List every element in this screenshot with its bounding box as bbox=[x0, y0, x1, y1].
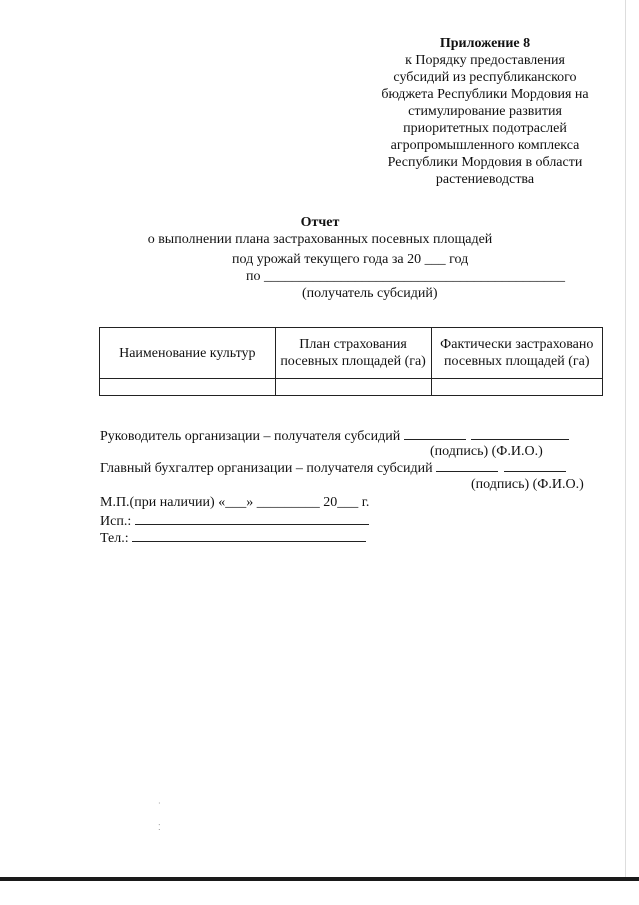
scan-specks: · ⁚ bbox=[158, 799, 161, 832]
table-cell[interactable] bbox=[275, 379, 431, 396]
appendix-line: к Порядку предоставления bbox=[405, 53, 565, 68]
head-name-blank[interactable] bbox=[471, 426, 569, 440]
table-cell[interactable] bbox=[431, 379, 602, 396]
report-recipient-caption: (получатель субсидий) bbox=[302, 286, 438, 301]
accountant-signature-line bbox=[100, 458, 566, 477]
table-cell[interactable] bbox=[100, 379, 276, 396]
accountant-signature-blank[interactable] bbox=[436, 458, 498, 472]
accountant-signature-label: Главный бухгалтер организации – получателя субсидий bbox=[100, 461, 433, 476]
appendix-line: Республики Мордовия в области bbox=[387, 155, 583, 170]
report-title: Отчет bbox=[300, 215, 340, 230]
appendix-line: стимулирование развития bbox=[408, 104, 562, 119]
phone-blank[interactable] bbox=[132, 528, 366, 542]
appendix-line: бюджета Республики Мордовия на bbox=[381, 87, 589, 102]
report-recipient-line: по ___________________________________________ bbox=[246, 269, 565, 284]
report-heading bbox=[110, 214, 530, 248]
scan-margin-bottom bbox=[0, 881, 639, 905]
report-period-line: под урожай текущего года за 20 ___ год bbox=[232, 252, 469, 267]
phone-line bbox=[100, 528, 366, 547]
scan-edge-right bbox=[625, 0, 639, 905]
accountant-name-blank[interactable] bbox=[504, 458, 566, 472]
table-header-row bbox=[100, 328, 603, 379]
report-table bbox=[99, 327, 603, 396]
executor-label: Исп.: bbox=[100, 514, 132, 529]
appendix-block bbox=[360, 35, 610, 188]
header-planned-area: План страхования посевных площадей (га) bbox=[275, 328, 431, 379]
appendix-line: субсидий из республиканского bbox=[393, 70, 577, 85]
accountant-signature-caption: (подпись) (Ф.И.О.) bbox=[471, 477, 584, 492]
head-signature-label: Руководитель организации – получателя субсидий bbox=[100, 429, 401, 444]
appendix-line: приоритетных подотраслей bbox=[403, 121, 567, 136]
header-crop-name: Наименование культур bbox=[100, 328, 276, 379]
head-signature-caption: (подпись) (Ф.И.О.) bbox=[430, 444, 543, 459]
header-actual-area: Фактически застраховано посевных площадей (га) bbox=[431, 328, 602, 379]
report-subtitle: о выполнении плана застрахованных посевных площадей bbox=[147, 232, 493, 247]
executor-blank[interactable] bbox=[135, 511, 369, 525]
phone-label: Тел.: bbox=[100, 531, 129, 546]
table-row bbox=[100, 379, 603, 396]
appendix-title: Приложение 8 bbox=[439, 36, 531, 51]
head-signature-blank[interactable] bbox=[404, 426, 466, 440]
appendix-line: агропромышленного комплекса bbox=[390, 138, 580, 153]
appendix-line: растениеводства bbox=[435, 172, 535, 187]
stamp-date-line[interactable]: М.П.(при наличии) «___» _________ 20___ г. bbox=[100, 495, 370, 510]
